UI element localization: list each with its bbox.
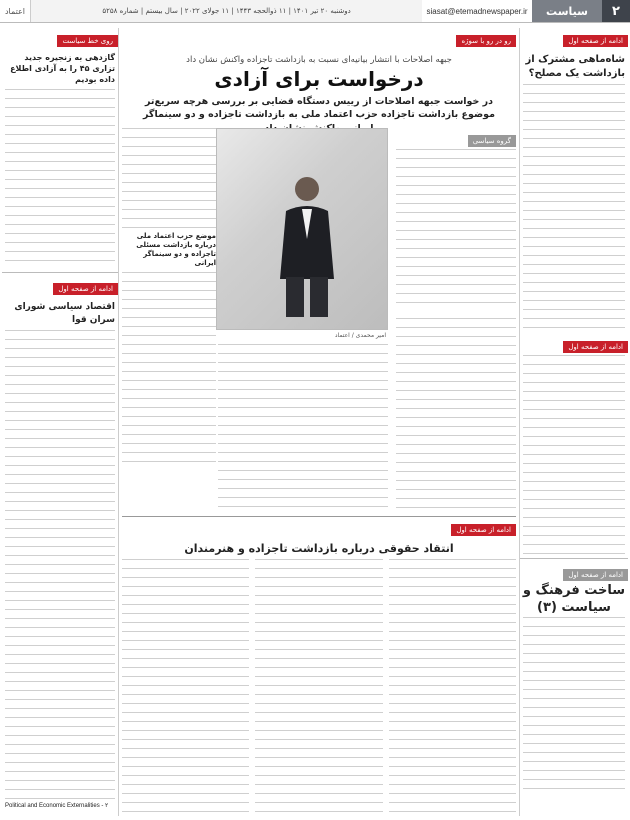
left-kicker-2: ادامه از صفحه اول	[53, 283, 118, 295]
right-kicker-3: ادامه از صفحه اول	[563, 569, 628, 581]
lower-text-col-1	[389, 559, 516, 816]
main-text-col-3	[122, 128, 216, 228]
lower-title: انتقاد حقوقی درباره بازداشت تاجزاده و هنرمندان	[184, 542, 454, 555]
left-kicker: روی خط سیاست	[57, 35, 118, 47]
main-story	[122, 28, 516, 816]
section-label: سیاست	[532, 0, 602, 22]
lower-text-col-3	[122, 559, 249, 816]
culture-title: ساخت فرهنگ و سیاست (۳)	[522, 583, 626, 615]
main-title: درخواست برای آزادی	[214, 67, 424, 91]
left-headline-2: اقتصاد سیاسی شورای سران قوا	[14, 302, 115, 325]
culture-article-text	[523, 617, 625, 797]
left-column	[2, 28, 119, 816]
right-kicker: ادامه از صفحه اول	[563, 35, 628, 47]
main-box-text	[122, 272, 216, 462]
left-article-text-2	[5, 330, 115, 800]
portrait-photo	[216, 128, 388, 330]
lower-text-col-2	[255, 559, 382, 816]
main-kicker: رو در رو با سوژه	[456, 35, 516, 47]
main-supra-title: جبهه اصلاحات با انتشار بیانیه‌ای نسبت به بازداشت تاجزاده واکنش نشان داد	[186, 55, 452, 65]
person-figure	[272, 169, 342, 319]
right-headline: شاه‌ماهی مشترک از بازداشت یک مصلح؟	[525, 54, 625, 79]
top-bar	[0, 0, 630, 23]
photo-caption: امیر محمدی / اعتماد	[334, 332, 386, 339]
right-kicker-2: ادامه از صفحه اول	[563, 341, 628, 353]
box-title: موضع حزب اعتماد ملی درباره بازداشت مسئلی تاجزاده و دو سینماگر ایرانی	[136, 232, 216, 268]
main-text-col-1	[396, 149, 516, 309]
page-number: ۲	[602, 0, 630, 22]
main-text-col-1b	[396, 318, 516, 508]
issue-info: دوشنبه ۲۰ تیر ۱۴۰۱ | ۱۱ ذوالحجه ۱۴۴۳ | ۱۱ جولای ۲۰۲۲ | سال بیستم | شماره ۵۲۵۸	[31, 0, 422, 22]
left-headline-1: گازدهی به زنجیره جدید تزاری ۴۵ را به آزادی اطلاع داده بودیم	[10, 53, 115, 84]
main-subtitle: در خواست جبهه اصلاحات از رییس دستگاه قضایی بر بررسی هرچه سریع‌تر موضوع بازداشت تاجزاده حزب اعتماد ملی به بازداشت تاجزاده و دو سینماگر	[143, 96, 495, 121]
right-column	[519, 28, 628, 816]
section-kicker: گروه سیاسی	[468, 135, 516, 147]
right-article-text-2	[523, 355, 625, 555]
website-address[interactable]: siasat@etemadnewspaper.ir	[422, 0, 532, 22]
lower-kicker: ادامه از صفحه اول	[451, 524, 516, 536]
main-text-col-2	[218, 344, 388, 508]
right-article-text	[523, 84, 625, 334]
left-article-text-1	[5, 89, 115, 269]
newspaper-logo: اعتماد	[0, 0, 31, 22]
left-footer: Political and Economic Externalities - ۲	[5, 802, 109, 809]
